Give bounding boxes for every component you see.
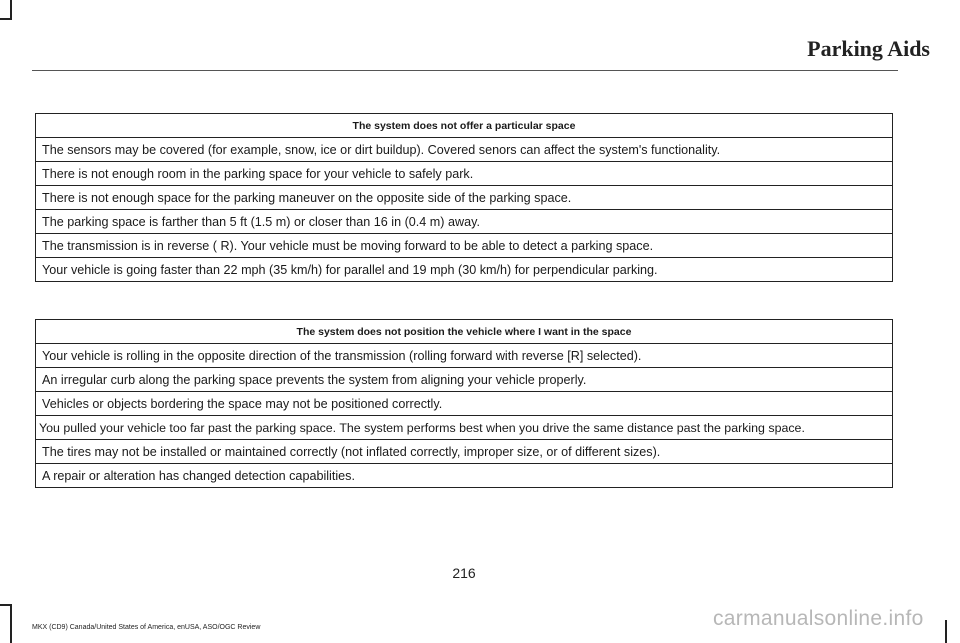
watermark: carmanualsonline.info [713, 607, 924, 630]
table-row: An irregular curb along the parking space prevents the system from aligning your vehicle properly. [36, 368, 893, 392]
table-row: The parking space is farther than 5 ft (1.5 m) or closer than 16 in (0.4 m) away. [36, 210, 893, 234]
table-row: A repair or alteration has changed detection capabilities. [36, 464, 893, 488]
crop-mark-bottom-right [945, 620, 947, 643]
table-row: You pulled your vehicle too far past the parking space. The system performs best when you drive the same distance past the parking space. [36, 416, 893, 440]
footer-note: MKX (CD9) Canada/United States of America, enUSA, ASO/OGC Review [32, 624, 261, 631]
table-row: The tires may not be installed or maintained correctly (not inflated correctly, improper size, or of different sizes). [36, 440, 893, 464]
table-heading: The system does not offer a particular space [36, 114, 893, 138]
table-row: There is not enough space for the parking maneuver on the opposite side of the parking space. [36, 186, 893, 210]
crop-mark-bottom-left [0, 604, 12, 606]
page-title: Parking Aids [807, 36, 930, 61]
crop-mark-top-left [10, 0, 12, 18]
crop-mark-top-left [0, 18, 12, 20]
title-divider [32, 70, 898, 71]
table-row: The transmission is in reverse ( R). Your vehicle must be moving forward to be able to detect a parking space. [36, 234, 893, 258]
table-row: Vehicles or objects bordering the space may not be positioned correctly. [36, 392, 893, 416]
page-number: 216 [452, 565, 476, 581]
troubleshooting-table-position [35, 319, 893, 488]
table-row: There is not enough room in the parking space for your vehicle to safely park. [36, 162, 893, 186]
table-row: Your vehicle is going faster than 22 mph (35 km/h) for parallel and 19 mph (30 km/h) for perpendicular parking. [36, 258, 893, 282]
table-row: The sensors may be covered (for example, snow, ice or dirt buildup). Covered senors can affect the system's functionality. [36, 138, 893, 162]
troubleshooting-table-no-space [35, 113, 893, 282]
table-row: Your vehicle is rolling in the opposite direction of the transmission (rolling forward with reverse [R] selected). [36, 344, 893, 368]
table-heading: The system does not position the vehicle where I want in the space [36, 320, 893, 344]
crop-mark-bottom-left [10, 604, 12, 643]
